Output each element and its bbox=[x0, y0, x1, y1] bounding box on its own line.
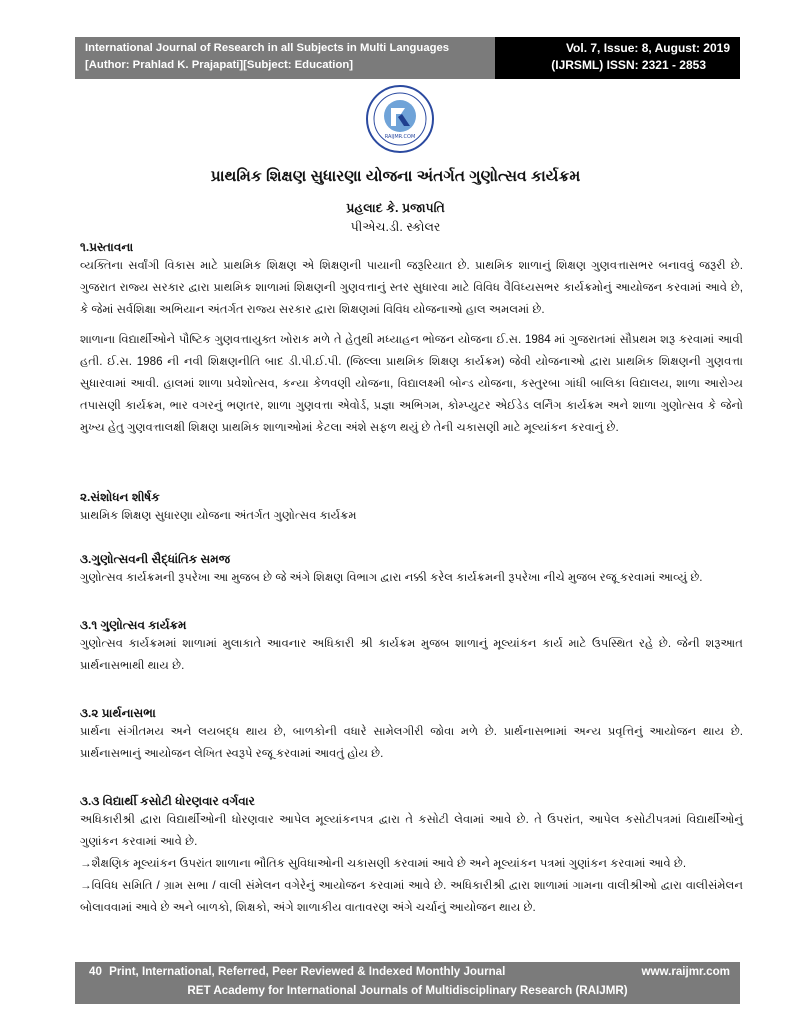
section-heading: ૩.ગુણોત્સવની સૈદ્ધાંતિક સમજ bbox=[80, 552, 231, 566]
paragraph: પ્રાથમિક શિક્ષણ સુધારણા યોજના અંતર્ગત ગુણોત્સવ કાર્યક્રમ bbox=[80, 509, 357, 522]
footer-line-1 bbox=[89, 965, 505, 978]
section-theory bbox=[80, 552, 743, 589]
section-research-title bbox=[80, 490, 743, 527]
raijmr-seal-logo bbox=[365, 84, 435, 154]
logo-text: RAIJMR.COM bbox=[384, 134, 416, 140]
article-author: પ્રહલાદ કે. પ્રજાપતિ bbox=[346, 201, 445, 215]
header-right-block bbox=[495, 37, 740, 79]
section-heading: ૩.૧ ગુણોત્સવ કાર્યક્રમ bbox=[80, 618, 187, 632]
bullet-paragraph: →વિવિધ સમિતિ / ગ્રામ સભા / વાલી સંમેલન વગેરેનું આયોજન કરવામાં આવે છે. અધિકારીશ્રી દ્વારા શાળામાં ગામના વાલીશ્રીઓ દ્વારા વાલીસંમેલન બોલાવવામાં આવે છે અને બાળકો, શિક્ષકો, અંગે શાળાકીય વાતાવરણ અંગે ચર્ચાનું આયોજન થાય છે. bbox=[80, 879, 743, 914]
bullet-paragraph: →શૈક્ષણિક મૂલ્યાંકન ઉપરાંત શાળાના ભૌતિક સુવિધાઓની ચકાસણી કરવામાં આવે છે અને મૂલ્યાંકન પત્રમાં ગુણાંકન કરવામાં આવે છે. bbox=[80, 857, 687, 870]
section-heading: ૩.૩ વિદ્યાર્થી કસોટી ધોરણવાર વર્ગવાર bbox=[80, 794, 255, 808]
volume-issue: Vol. 7, Issue: 8, August: 2019 bbox=[565, 41, 730, 55]
paragraph: પ્રાર્થના સંગીતમય અને લયબદ્ધ થાય છે, બાળકોની વધારે સામેલગીરી જોવા મળે છે. પ્રાર્થનાસભામાં અન્ય પ્રવૃત્તિનું આયોજન થાય છે. પ્રાર્થનાસભાનું આયોજન લેખિત સ્વરૂપે રજૂ કરવામાં આવતું હોય છે. bbox=[80, 725, 743, 760]
paragraph: શાળાના વિદ્યાર્થીઓને પૌષ્ટિક ગુણવત્તાયુક્ત ખોરાક મળે તે હેતુથી મધ્યાહન ભોજન યોજના ઈ.સ. 1984 માં ગુજરાતમાં સૌપ્રથમ શરૂ કરવામાં આવી હતી. ઈ.સ. 1986 ની નવી શિક્ષણનીતિ બાદ ડી.પી.ઈ.પી. (જિલ્લા પ્રાથમિક શિક્ષણ કાર્યક્રમ) જેવી યોજનાઓ દ્વારા પ્રાથમિક શિક્ષણની ગુણવત્તા સુધારવામાં આવી. હાલમાં શાળા પ્રવેશોત્સવ, કન્યા કેળવણી યોજના, વિદ્યાલક્ષ્મી બોન્ડ યોજના, કસ્તુરબા ગાંધી બાલિકા વિદ્યાલય, શાળા આરોગ્ય તપાસણી કાર્યક્રમ, ભાર વગરનું ભણતર, શાળા ગુણવત્તા એવોર્ડ, પ્રજ્ઞા અભિગમ, કોમ્પ્યુટર એઈડેડ લર્નિંગ કાર્યક્રમ અને શાળા ગુણોત્સવ કે જેનો મુખ્ય હેતુ ગુણવત્તાલક્ષી શિક્ષણ પ્રાથમિક શાળાઓમાં કેટલા અંશે સફળ થયું છે તેની ચકાસણી માટે મૂલ્યાંકન કરવાનું છે. bbox=[80, 333, 743, 434]
section-prayer-assembly bbox=[80, 706, 743, 765]
paragraph: ગુણોત્સવ કાર્યક્રમમાં શાળામાં મુલાકાતે આવનાર અધિકારી શ્રી કાર્યક્રમ મુજબ શાળાનું મૂલ્યાંકન કાર્ય માટે ઉપસ્થિત રહે છે. જેની શરૂઆત પ્રાર્થનાસભાથી થાય છે. bbox=[80, 637, 743, 672]
paragraph: વ્યક્તિના સર્વાંગી વિકાસ માટે પ્રાથમિક શિક્ષણ એ શિક્ષણની પાયાની જરૂરિયાત છે. પ્રાથમિક શાળાનું શિક્ષણ ગુણવત્તાસભર બનાવવું જરૂરી છે. ગુજરાત રાજ્ય સરકાર દ્વારા પ્રાથમિક શાળામાં શિક્ષણની ગુણવત્તાનું સ્તર સુધારવા માટે વિવિધ વૈવિધ્યસભર કાર્યક્રમોનું આયોજન કરવામાં આવે છે, કે જેમાં સર્વશિક્ષા અભિયાન અંતર્ગત રાજ્ય સરકાર દ્વારા શિક્ષણમાં વિવિધ યોજનાઓ હાલ અમલમાં છે. bbox=[80, 259, 743, 316]
paragraph: અધિકારીશ્રી દ્વારા વિદ્યાર્થીઓની ધોરણવાર આપેલ મૂલ્યાંકનપત્ર દ્વારા તે કસોટી લેવામાં આવે છે. તે ઉપરાંત, આપેલ કસોટીપત્રમાં વિદ્યાર્થીઓનું ગુણાંકન કરવામાં આવે છે. bbox=[80, 813, 743, 848]
author-subject: [Author: Prahlad K. Prajapati][Subject: Education] bbox=[85, 59, 354, 71]
section-student-test bbox=[80, 794, 743, 919]
footer-journal-description: Print, International, Referred, Peer Reviewed & Indexed Monthly Journal bbox=[109, 965, 506, 978]
section-heading: ૨.સંશોધન શીર્ષક bbox=[80, 490, 160, 504]
paragraph: ગુણોત્સવ કાર્યક્રમની રૂપરેખા આ મુજબ છે જે અંગે શિક્ષણ વિભાગ દ્વારા નક્કી કરેલ કાર્યક્રમની રૂપરેખા નીચે મુજબ રજૂ કરવામાં આવ્યું છે. bbox=[80, 571, 703, 584]
journal-name: International Journal of Research in all Subjects in Multi Languages bbox=[85, 42, 450, 54]
footer-website: www.raijmr.com bbox=[641, 965, 730, 978]
page-footer bbox=[75, 962, 740, 1004]
section-heading: ૧.પ્રસ્તાવના bbox=[80, 240, 134, 254]
header-left-block bbox=[75, 37, 495, 79]
article-title: પ્રાથમિક શિક્ષણ સુધારણા યોજના અંતર્ગત ગુણોત્સવ કાર્યક્રમ bbox=[210, 168, 581, 185]
author-affiliation: પીએચ.ડી. સ્કોલર bbox=[350, 220, 441, 234]
section-gunotsav-program bbox=[80, 618, 743, 677]
page-number: 40 bbox=[89, 965, 102, 978]
page-header bbox=[75, 37, 740, 79]
logo-icon bbox=[365, 84, 435, 154]
issn: (IJRSML) ISSN: 2321 - 2853 bbox=[551, 58, 706, 72]
section-introduction bbox=[80, 240, 743, 439]
footer-publisher: RET Academy for International Journals of Multidisciplinary Research (RAIJMR) bbox=[187, 984, 628, 997]
section-heading: ૩.૨ પ્રાર્થનાસભા bbox=[80, 706, 156, 720]
